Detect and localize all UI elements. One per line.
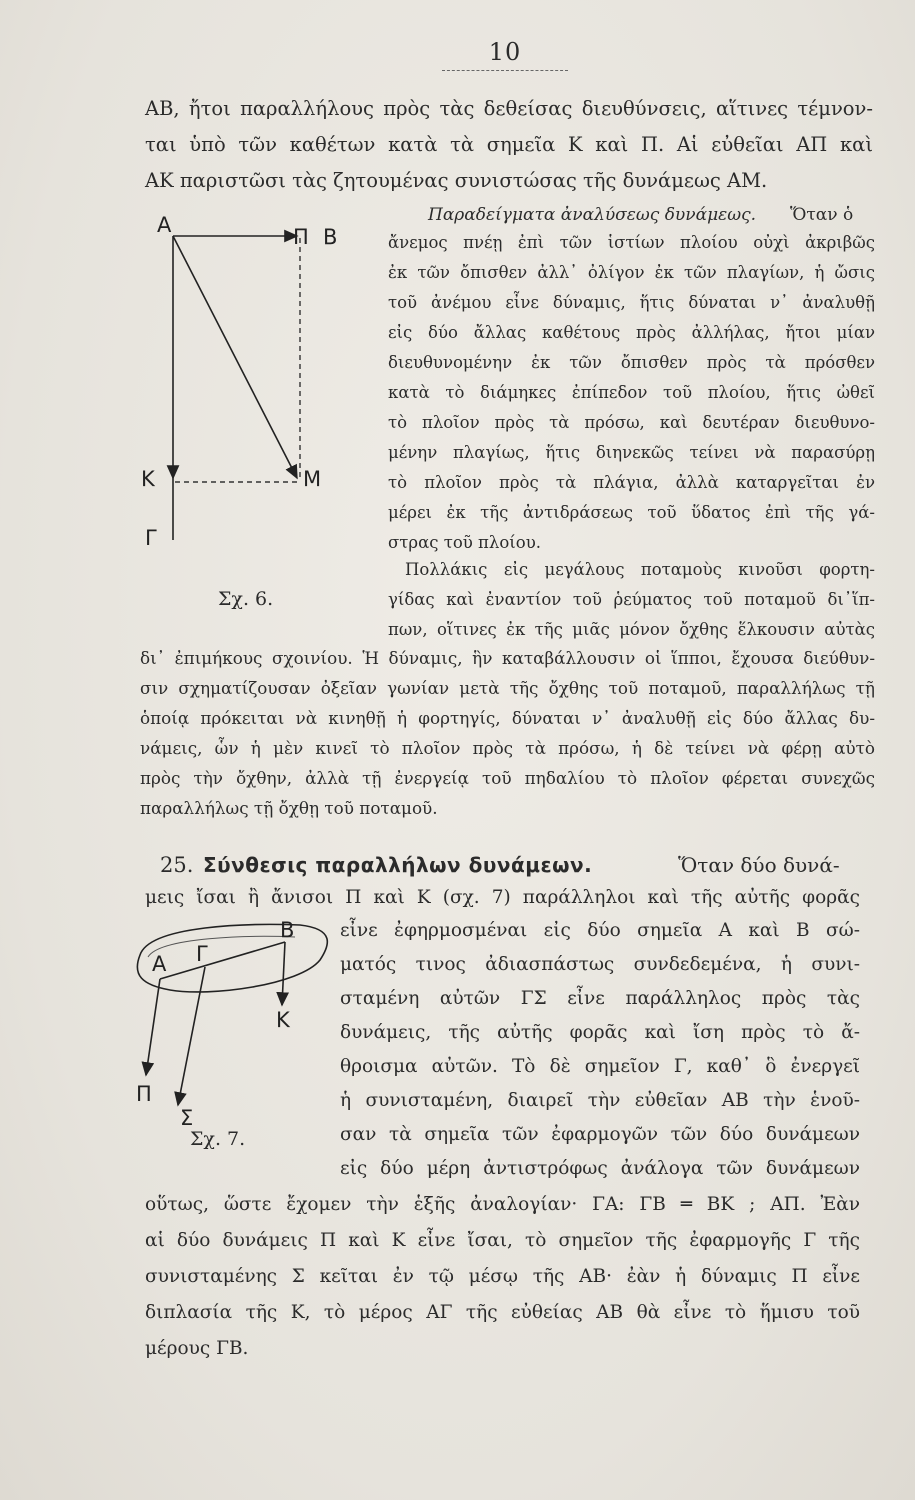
text-line: ἐκ τῶν ὄπισθεν ἀλλ᾿ ὀλίγον ἐκ τῶν πλαγίων, ἡ ὤσις xyxy=(388,263,875,282)
page-number: 10 xyxy=(488,38,522,66)
fig6-label-M: Μ xyxy=(303,467,322,491)
fig7-label-B: Β xyxy=(280,918,295,942)
section-title: Σύνθεσις παραλλήλων δυνάμεων. xyxy=(203,853,593,877)
text-line: κατὰ τὸ διάμηκες ἐπίπεδον τοῦ πλοίου, ἥτις ὠθεῖ xyxy=(388,383,875,402)
text-line: θροισμα αὐτῶν. Τὸ δὲ σημεῖον Γ, καθ᾿ ὃ ἐνεργεῖ xyxy=(340,1056,860,1077)
text-line: μέρει ἐκ τῆς ἀντιδράσεως τοῦ ὕδατος ἐπὶ τῆς γά- xyxy=(388,503,875,522)
text-line: ὁποίᾳ πρόκειται νὰ κινηθῇ ἡ φορτηγίς, δύναται ν᾿ ἀναλυθῇ εἰς δύο ἄλλας δυ- xyxy=(140,708,875,728)
force-arrow-P xyxy=(146,979,160,1075)
text-line: ται ὑπὸ τῶν καθέτων κατὰ τὰ σημεῖα Κ καὶ Π. Αἱ εὐθεῖαι ΑΠ καὶ xyxy=(145,133,873,156)
text-line: ἡ συνισταμένη, διαιρεῖ τὴν εὐθεῖαν ΑΒ τὴν ἑνοῦ- xyxy=(340,1090,860,1111)
text-line: ματός τινος ἀδιασπάστως συνδεδεμένα, ἡ συνι- xyxy=(340,954,860,975)
force-arrow-K xyxy=(282,942,285,1005)
text-line: εἶνε ἐφηρμοσμέναι εἰς δύο σημεῖα Α καὶ Β σώ- xyxy=(340,920,860,941)
text-line: τὸ πλοῖον πρὸς τὰ πρόσω, καὶ δευτέραν διευθυνο- xyxy=(388,413,875,432)
text-line: ΑΚ παριστῶσι τὰς ζητουμένας συνιστώσας τῆς δυνάμεως ΑΜ. xyxy=(145,169,768,192)
text-line: εἰς δύο ἄλλας καθέτους πρὸς ἀλλήλας, ἤτοι μίαν xyxy=(388,323,875,342)
text-line: παραλλήλως τῇ ὄχθῃ τοῦ ποταμοῦ. xyxy=(140,798,438,818)
text-line: τοῦ ἀνέμου εἶνε δύναμις, ἥτις δύναται ν᾿ ἀναλυθῇ xyxy=(388,293,875,312)
text-line: Ὅταν ὁ xyxy=(790,205,854,225)
text-line: μέρους ΓΒ. xyxy=(145,1338,249,1359)
text-line: σαν τὰ σημεῖα τῶν ἐφαρμογῶν τῶν δύο δυνάμεων xyxy=(340,1124,860,1145)
force-arrow-AM xyxy=(173,236,297,478)
text-line: ΑΒ, ἤτοι παραλλήλους πρὸς τὰς δεθείσας διευθύνσεις, αἵτινες τέμνον- xyxy=(145,97,873,120)
text-line: σιν σχηματίζουσαν ὀξεῖαν γωνίαν μετὰ τῆς ὄχθης τοῦ ποταμοῦ, παραλλήλως τῇ xyxy=(140,678,875,698)
text-line: πρὸς τὴν ὄχθην, ἀλλὰ τῇ ἐνεργείᾳ τοῦ πηδαλίου τὸ πλοῖον φέρεται συνεχῶς xyxy=(140,768,875,788)
text-line: σταμένη αὐτῶν ΓΣ εἶνε παράλληλος πρὸς τὰς xyxy=(340,988,860,1009)
text-line: στρας τοῦ πλοίου. xyxy=(388,533,541,552)
text-line: γίδας καὶ ἐναντίον τοῦ ῥεύματος τοῦ ποταμοῦ δι᾿ἵπ- xyxy=(388,590,875,609)
text-line: Ὅταν δύο δυνά- xyxy=(678,853,840,877)
fig6-label-P: Π xyxy=(293,225,309,249)
text-line: διπλασία τῆς Κ, τὸ μέρος ΑΓ τῆς εὐθείας ΑΒ θὰ εἶνε τὸ ἥμισυ τοῦ xyxy=(145,1302,860,1323)
figure-7-diagram xyxy=(130,915,340,1130)
fig7-label-A: Α xyxy=(152,952,167,976)
fig6-label-B: Β xyxy=(323,225,338,249)
text-line: μεις ἴσαι ἢ ἄνισοι Π καὶ Κ (σχ. 7) παράλληλοι καὶ τῆς αὐτῆς φορᾶς xyxy=(145,887,860,908)
text-line: τὸ πλοῖον πρὸς τὰ πλάγια, ἀλλὰ καταργεῖται ἐν xyxy=(388,473,875,492)
fig6-label-G: Γ xyxy=(145,526,157,550)
text-line: οὕτως, ὥστε ἔχομεν τὴν ἑξῆς ἀναλογίαν· ΓΑ: ΓΒ ═ ΒΚ ; ΑΠ. Ἐὰν xyxy=(145,1194,860,1215)
text-line: διευθυνομένην ἐκ τῶν ὄπισθεν πρὸς τὰ πρόσθεν xyxy=(388,353,875,372)
force-arrow-S xyxy=(178,967,205,1105)
text-line: εἰς δύο μέρη ἀντιστρόφως ἀνάλογα τῶν δυνάμεων xyxy=(340,1158,860,1179)
text-line: μένην πλαγίως, ἥτις διηνεκῶς τείνει νὰ παρασύρῃ xyxy=(388,443,875,462)
text-line: Πολλάκις εἰς μεγάλους ποταμοὺς κινοῦσι φορτη- xyxy=(405,560,875,579)
fig6-label-K: Κ xyxy=(141,467,155,491)
fig6-label-A: Α xyxy=(157,213,172,237)
text-line: αἱ δύο δυνάμεις Π καὶ Κ εἶνε ἴσαι, τὸ σημεῖον τῆς ἐφαρμογῆς Γ τῆς xyxy=(145,1230,860,1251)
page-number-rule xyxy=(442,70,568,71)
figure-7-caption: Σχ. 7. xyxy=(190,1128,246,1150)
text-line: συνισταμένης Σ κεῖται ἐν τῷ μέσῳ τῆς ΑΒ· ἐὰν ἡ δύναμις Π εἶνε xyxy=(145,1266,860,1287)
fig7-label-P: Π xyxy=(136,1082,152,1106)
fig7-label-K: Κ xyxy=(276,1008,290,1032)
fig7-label-G: Γ xyxy=(196,942,208,966)
text-line: δι᾿ ἐπιμήκους σχοινίου. Ἡ δύναμις, ἣν καταβάλλουσιν οἱ ἵπποι, ἔχουσα διεύθυν- xyxy=(140,648,875,668)
text-line: πων, οἵτινες ἐκ τῆς μιᾶς μόνον ὄχθης ἕλκουσιν αὐτὰς xyxy=(388,620,875,639)
figure-6-caption: Σχ. 6. xyxy=(218,588,274,610)
text-line: νάμεις, ὧν ἡ μὲν κινεῖ τὸ πλοῖον πρὸς τὰ πρόσω, ἡ δὲ τείνει νὰ φέρῃ αὐτὸ xyxy=(140,738,875,758)
text-line: ἄνεμος πνέῃ ἐπὶ τῶν ἱστίων πλοίου οὐχὶ ἀκριβῶς xyxy=(388,233,875,252)
section-number: 25. xyxy=(160,853,194,877)
line-AB xyxy=(160,942,285,979)
fig7-label-S: Σ xyxy=(180,1106,194,1130)
text-line: δυνάμεις, τῆς αὐτῆς φορᾶς καὶ ἴση πρὸς τὸ ἄ- xyxy=(340,1022,860,1043)
examples-heading: Παραδείγματα ἀναλύσεως δυνάμεως. xyxy=(428,205,757,225)
figure-6-diagram xyxy=(135,210,338,550)
rigid-body-inner-edge xyxy=(148,936,295,957)
